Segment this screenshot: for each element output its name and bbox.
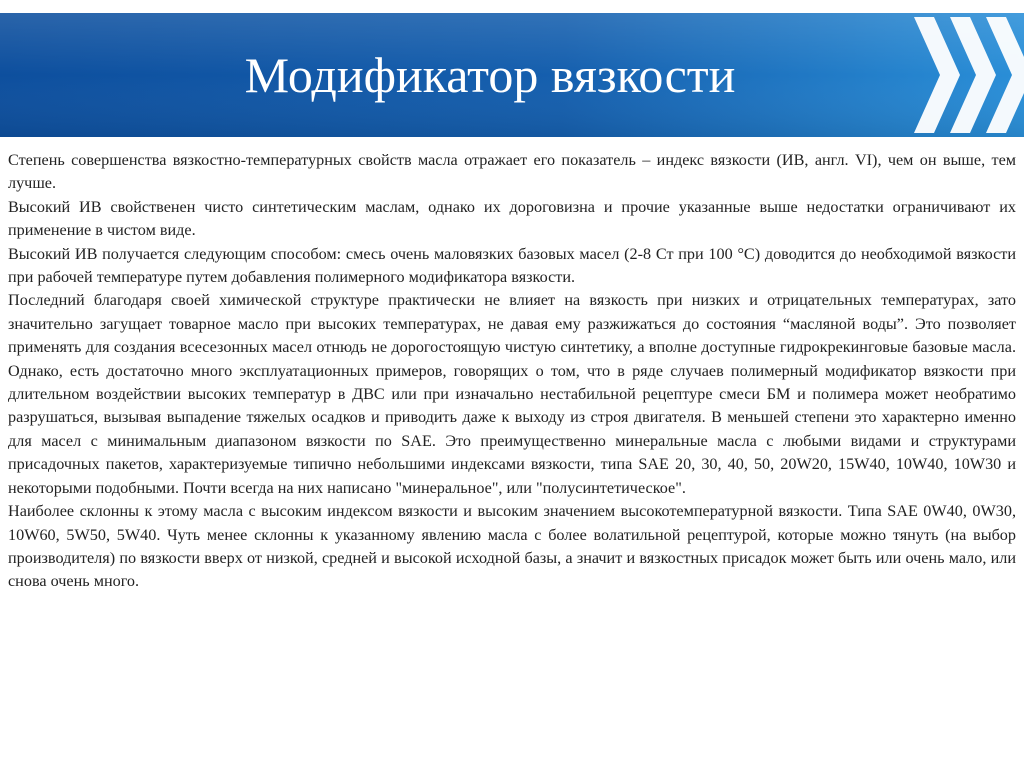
- title-banner: [0, 13, 1024, 137]
- paragraph-polymer-modifier: Последний благодаря своей химической структуре практически не влияет на вязкость при низких и отрицательных температурах, зато значительно загущает товарное масло при высоких температурах, не давая ему разжижаться до состояния “масляной воды”. Это позволяет применять для создания всесезонных масел отнюдь не дорогостоящую чистую синтетику, а вполне доступные гидрокрекинговые базовые масла. Однако, есть достаточно много эксплуатационных примеров, говорящих о том, что в ряде случаев полимерный модификатор вязкости при длительном воздействии высоких температур в ДВС или при изначально нестабильной рецептуре смеси БМ и полимера может необратимо разрушаться, вызывая выпадение тяжелых осадков и приводить даже к выходу из строя двигателя. В меньшей степени это характерно именно для масел с минимальным диапазоном вязкости по SAE. Это преимущественно минеральные масла с любыми видами и структурами присадочных пакетов, характеризуемые типично небольшими индексами вязкости, типа SAE 20, 30, 40, 50, 20W20, 15W40, 10W40, 10W30 и некоторыми подобными. Почти всегда на них написано "минеральное", или "полусинтетическое".: [8, 291, 1016, 497]
- paragraph-method: Высокий ИВ получается следующим способом: смесь очень маловязких базовых масел (2-8 Ст при 100 °С) доводится до необходимой вязкости при рабочей температуре путем добавления полимерного модификатора вязкости.: [8, 244, 1016, 287]
- slide-body: [8, 149, 1016, 594]
- paragraph-susceptible-oils: Наиболее склонны к этому масла с высоким индексом вязкости и высоким значением высокотемпературной вязкости. Типа SAE 0W40, 0W30, 10W60, 5W50, 5W40. Чуть менее склонны к указанному явлению масла с более волатильной рецептурой, которые можно тянуть (на выбор производителя) по вязкости вверх от низкой, средней и высокой исходной базы, а значит и вязкостных присадок может быть или очень мало, или снова очень много.: [8, 502, 1016, 591]
- paragraph-viscosity-index: Степень совершенства вязкостно-температурных свойств масла отражает его показатель – индекс вязкости (ИВ, англ. VI), чем он выше, тем лучше.: [8, 151, 1016, 193]
- slide-title: Модификатор вязкости: [244, 47, 736, 103]
- paragraph-synthetic-oils: Высокий ИВ свойственен чисто синтетическим маслам, однако их дороговизна и прочие указанные выше недостатки ограничивают их применение в чистом виде.: [8, 197, 1016, 240]
